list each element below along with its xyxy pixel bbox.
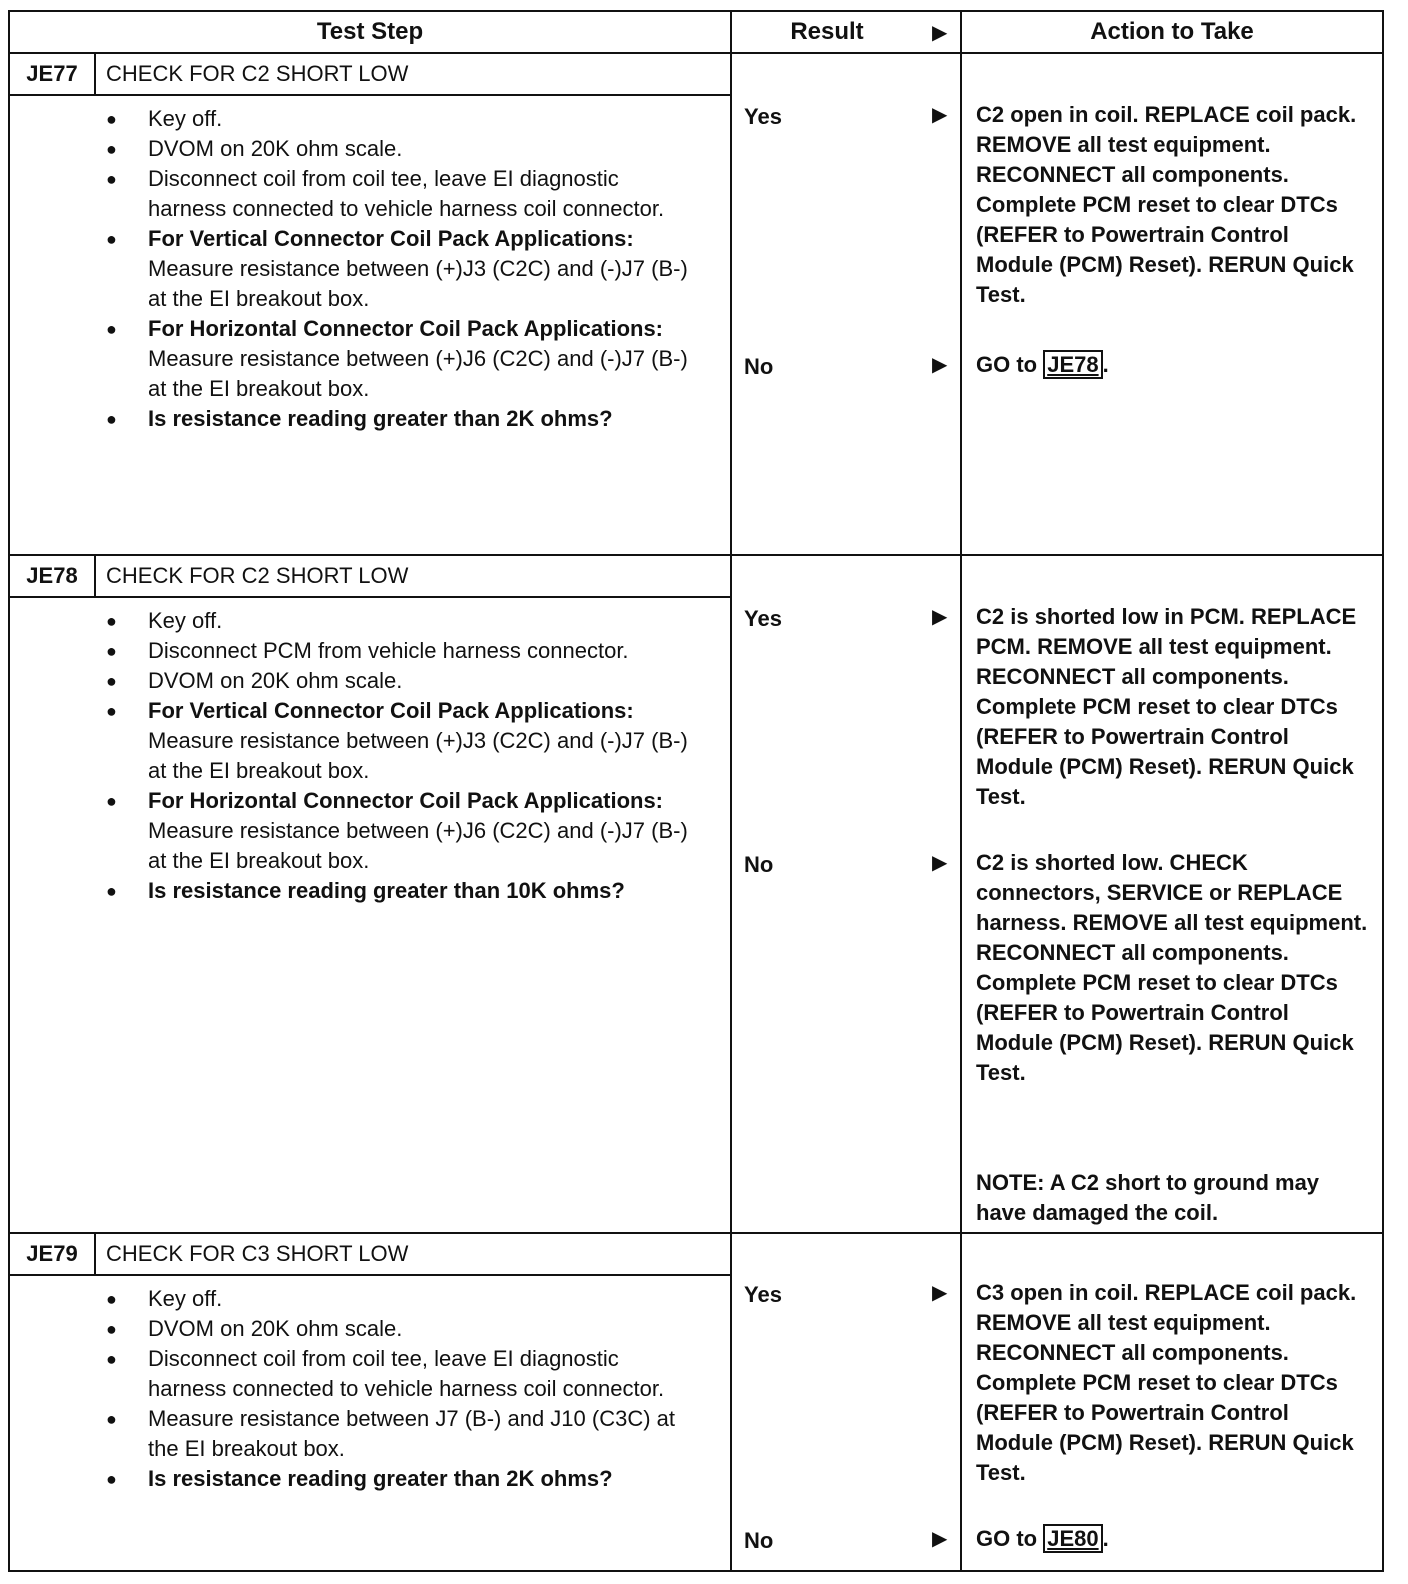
- list-item: ● For Horizontal Connector Coil Pack Applications: Measure resistance between (+)J6 (C2C) and (-)J7 (B-) at the EI breakout box.: [106, 786, 696, 876]
- list-item: ● DVOM on 20K ohm scale.: [106, 1314, 696, 1344]
- list-item: ● Disconnect coil from coil tee, leave EI diagnostic harness connected to vehicle harness coil connector.: [106, 1344, 696, 1404]
- list-item: ● Is resistance reading greater than 2K ohms?: [106, 1464, 696, 1494]
- step-id: JE78: [10, 556, 96, 596]
- action-text: C2 is shorted low. CHECK connectors, SERVICE or REPLACE harness. REMOVE all test equipment. RECONNECT all components. Complete PCM reset to clear DTCs (REFER to Powertrain Control Module (PCM) Reset). RERUN Quick Test.: [976, 850, 1368, 1085]
- list-item: ● Key off.: [106, 1284, 696, 1314]
- step-title: CHECK FOR C2 SHORT LOW: [106, 61, 409, 86]
- list-item: ● Measure resistance between J7 (B-) and J10 (C3C) at the EI breakout box.: [106, 1404, 696, 1464]
- result-no: No: [744, 852, 774, 877]
- arrow-icon: ▶: [932, 354, 948, 376]
- action-text: C2 open in coil. REPLACE coil pack. REMOVE all test equipment. RECONNECT all components. Complete PCM reset to clear DTCs (REFER to Powertrain Control Module (PCM) Reset). RERUN Quick Test.: [976, 102, 1357, 307]
- list-item: ● Disconnect PCM from vehicle harness connector.: [106, 636, 696, 666]
- step-id: JE79: [10, 1234, 96, 1274]
- result-yes: Yes: [744, 1282, 782, 1307]
- header-test-step: Test Step: [316, 18, 424, 45]
- step-title: CHECK FOR C2 SHORT LOW: [106, 563, 409, 588]
- list-item: ● DVOM on 20K ohm scale.: [106, 666, 696, 696]
- action-text: GO to JE80 .: [976, 1526, 1109, 1551]
- list-item: ● For Horizontal Connector Coil Pack Applications: Measure resistance between (+)J6 (C2C) and (-)J7 (B-) at the EI breakout box.: [106, 314, 696, 404]
- step-title-divider: [10, 596, 730, 598]
- step-instructions: [106, 104, 696, 434]
- header-result: Result: [790, 18, 864, 45]
- list-item: ● Is resistance reading greater than 2K ohms?: [106, 404, 696, 434]
- action-text: C3 open in coil. REPLACE coil pack. REMOVE all test equipment. RECONNECT all components. Complete PCM reset to clear DTCs (REFER to Powertrain Control Module (PCM) Reset). RERUN Quick Test.: [976, 1280, 1357, 1485]
- list-item: ● For Vertical Connector Coil Pack Applications: Measure resistance between (+)J3 (C2C) and (-)J7 (B-) at the EI breakout box.: [106, 696, 696, 786]
- arrow-icon: ▶: [932, 852, 948, 874]
- header-arrow-icon: ▶: [932, 22, 948, 44]
- step-reference-link[interactable]: JE80: [1043, 1524, 1102, 1553]
- arrow-icon: ▶: [932, 104, 948, 126]
- arrow-icon: ▶: [932, 1528, 948, 1550]
- step-instructions: [106, 1284, 696, 1494]
- step-reference-link[interactable]: JE78: [1043, 350, 1102, 379]
- result-no: No: [744, 354, 774, 379]
- list-item: ● DVOM on 20K ohm scale.: [106, 134, 696, 164]
- result-yes: Yes: [744, 104, 782, 129]
- step-title: CHECK FOR C3 SHORT LOW: [106, 1241, 409, 1266]
- list-item: ● Key off.: [106, 104, 696, 134]
- step-id: JE77: [10, 54, 96, 94]
- step-title-divider: [10, 94, 730, 96]
- column-divider: [960, 12, 962, 1570]
- header-action: Action to Take: [1090, 18, 1254, 45]
- result-no: No: [744, 1528, 774, 1553]
- arrow-icon: ▶: [932, 606, 948, 628]
- action-text: C2 is shorted low in PCM. REPLACE PCM. REMOVE all test equipment. RECONNECT all components. Complete PCM reset to clear DTCs (REFER to Powertrain Control Module (PCM) Reset). RERUN Quick Test.: [976, 604, 1357, 809]
- result-yes: Yes: [744, 606, 782, 631]
- column-divider: [730, 12, 732, 1570]
- list-item: ● Key off.: [106, 606, 696, 636]
- diagnostic-table: [8, 10, 1384, 1572]
- step-instructions: [106, 606, 696, 906]
- action-text: GO to JE78 .: [976, 352, 1109, 377]
- arrow-icon: ▶: [932, 1282, 948, 1304]
- list-item: ● Is resistance reading greater than 10K ohms?: [106, 876, 696, 906]
- step-title-divider: [10, 1274, 730, 1276]
- list-item: ● Disconnect coil from coil tee, leave EI diagnostic harness connected to vehicle harness coil connector.: [106, 164, 696, 224]
- list-item: ● For Vertical Connector Coil Pack Applications: Measure resistance between (+)J3 (C2C) and (-)J7 (B-) at the EI breakout box.: [106, 224, 696, 314]
- note-text: NOTE: A C2 short to ground may have damaged the coil.: [976, 1170, 1320, 1225]
